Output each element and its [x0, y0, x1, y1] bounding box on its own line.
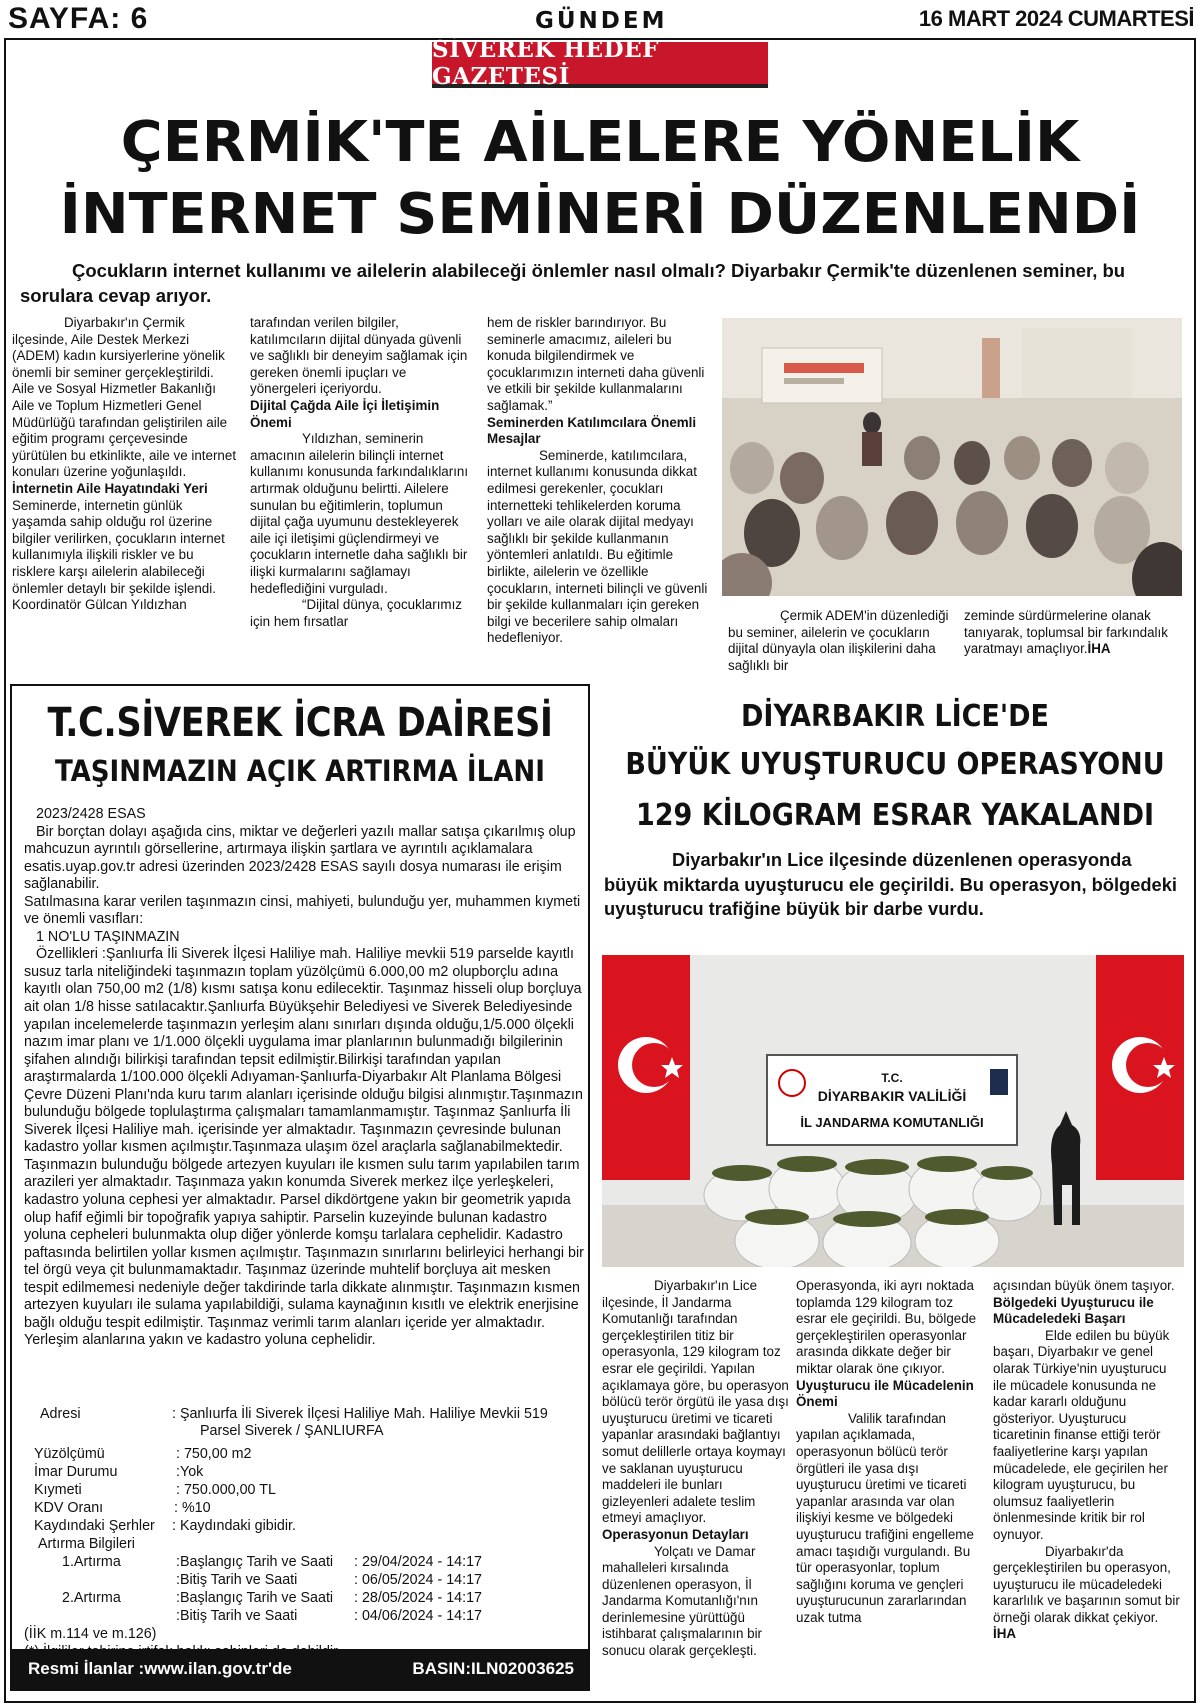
page-number: SAYFA: 6	[8, 2, 149, 35]
official-notices-link[interactable]: Resmi İlanlar :www.ilan.gov.tr'de	[28, 1659, 292, 1678]
value: :Başlangıç Tarih ve Saati	[176, 1590, 334, 1606]
page-header	[0, 0, 1200, 38]
paragraph: Seminerde, internetin günlük yaşamda sahip olduğu rol üzerine bilgiler verilirken, çocukların internet kullanımıyla ilişkili riskler ve bu risklere karşı ailelerin alabileceği önlemler detaylı bir şekilde işlendi. Koordinatör Gülcan Yıldızhan	[12, 497, 225, 613]
agency-credit: İHA	[993, 1626, 1017, 1642]
article1-lead: Çocukların internet kullanımı ve ailelerin alabileceği önlemler nasıl olmalı? Diyarbakır Çermik'te düzenlenen seminer, bu sorulara cevap arıyor.	[20, 260, 1126, 306]
notice-esas: 2023/2428 ESAS	[36, 806, 146, 822]
sign-line2: DİYARBAKIR VALİLİĞİ	[817, 1088, 967, 1104]
subheading: Bölgedeki Uyuşturucu ile Mücadeledeki Başarı	[993, 1294, 1154, 1327]
article2-title-line2: BÜYÜK UYUŞTURUCU OPERASYONU	[625, 747, 1165, 782]
paragraph: Elde edilen bu büyük başarı, Diyarbakır ve genel olarak Türkiye'nin uyuşturucu ile mücadele konusunda ne kadar kararlı olduğunu gösteriyor. Uyuşturucu ticaretinin finanse ettiği terör faaliyetlerine karşı yapılan mücadelede, ele geçirilen her kilogram uyuşturucu, bu olumsuz faaliyetlerin önlenmesinde kritik bir rol oynuyor.	[993, 1327, 1170, 1542]
paragraph: “Dijital dünya, çocuklarımız için hem fırsatlar	[250, 597, 462, 629]
label: Yüzölçümü	[34, 1446, 105, 1462]
article1-column3	[487, 315, 713, 647]
article1-column1	[12, 315, 238, 614]
value: : Kaydındaki gibidir.	[172, 1518, 296, 1534]
label: Kıymeti	[34, 1482, 82, 1498]
notice-paragraph: Özellikleri :Şanlıurfa İli Siverek İlçesi Haliliye mah. Haliliye mevkii 519 parselde kayıtlı susuz tarla niteliğindeki taşınmazın toplam yüzölçümü 6.000,00 m2 olupborçlu adına kayıtlı olan 750,00 m2 (1/8) kısmı satışa konu edilecektir. Taşınmaz hisseli olup borçluya ait olan 1/8 hisse satılacaktır.Şanlıurfa Büyükşehir Belediyesi ve Siverek Belediyesinde yapılan incelemelerde taşınmazın yerleşim alanı sınırları dışında olduğu,1/5.000 ölçekli nazım imar planı ve 1/1.000 ölçekli uygulama imar planlarının bulunmadığı bilgilerinin şifahen alındığı bilirkişi tarafından tepsit edilmiştir.Bilirkişi tarafından yapılan araştırmalarda 1/100.000 ölçekli Adıyaman-Şanlıurfa-Diyarbakır Alt Planlama Bölgesi Çevre Düzeni Planı'nda kuru tarım alanları içerisinde olduğu bilgisi alınmıştır.Taşınmazın bulunduğu bölgede toplulaştırma çalışmaları tamamlanmamıştır. Taşınmaz Şanlıurfa İli Siverek İlçesi Haliliye mah. içerisinde yer almaktadır. Taşınmazın çevresinde bulunan kadastro yollar kısmen açılmıştır.Taşınmaza ulaşım özel araçlarla sağlanabilmektedir. Taşınmazın bulunduğu bölgede artezyen kuyuları ile kısmen sulu tarım yapılabilen tarım arazileri yer almaktadır. Taşınmaza yakın konumda Siverek merkez ilçe yerleşkeleri, kadastro yoluna cephesi yer almaktadır. Parsel dikdörtgene yakın bir geometrik yapıda olup hafif eğimli bir topoğrafik yapıya sahiptir. Parselin kuzeyinde bulunan kadastro yoluna cepheleri bulunmakta olup diğer yönlerde komşu tarlalara cephelidir. Kadastro paftasında belirtilen yollar kısmen açılmıştır. Taşınmazın sınırlarını belirleyici herhangi bir tel örgü veya çit bulunmamaktadır. Taşınmaz üzerinde muhtelif borçluya ait mesken tespit edilmemesi nedeniyle değer takdirinde tarla dikkate alınmıştır. Taşınmazın kısmen artezyen kuyuları ile sulama yapılabildiği, sulama kaynağının kısıtlı ve elektrik enerjisine bağlı olduğu tespit edilmiştir. Taşınmaz verimli tarım alanları içeride yer almaktadır. Yerleşim alanlarına yakın ve kadastro yoluna cephelidir.	[24, 946, 584, 1349]
issue-date: 16 MART 2024 CUMARTESİ	[918, 6, 1194, 31]
article1-title-line2: İNTERNET SEMİNERİ DÜZENLENDİ	[59, 182, 1141, 247]
notice-property-no: 1 NO'LU TAŞINMAZIN	[36, 928, 180, 945]
article2-lead: Diyarbakır'ın Lice ilçesinde düzenlenen operasyonda büyük miktarda uyuşturucu ele geçirildi. Bu operasyon, bölgedeki uyuşturucu trafiğine büyük bir darbe vurdu.	[604, 849, 1177, 919]
value: :Yok	[176, 1464, 204, 1480]
subheading: Operasyonun Detayları	[602, 1526, 749, 1542]
article2-title-line3: 129 KİLOGRAM ESRAR YAKALANDI	[635, 798, 1155, 833]
paragraph-text: Diyarbakır'da gerçekleştirilen bu operasyon, uyuşturucu ile mücadeledeki kararlılık ve başarının somut bir örneği olarak dikkat çekiyor.	[993, 1543, 1180, 1625]
value: : 04/06/2024 - 14:17	[354, 1608, 482, 1624]
notice-body	[24, 806, 584, 1350]
newspaper-banner: SİVEREK HEDEF GAZETESİ	[432, 42, 768, 88]
notice-paragraph: Bir borçtan dolayı aşağıda cins, miktar ve değerleri yazılı mallar satışa çıkarılmış olup mahcuzun ayrıntılı görsellerine, artırmaya ilişkin şartlara ve ayrıntılı açıklamalara esatis.uyap.gov.tr adresi üzerinden 2023/2428 ESAS sayılı dosya numarası ile erişim sağlanabilir.	[24, 823, 576, 893]
legal-reference: (İİK m.114 ve m.126)	[24, 1626, 157, 1642]
article1-column2	[250, 315, 476, 630]
paragraph: Seminerde, katılımcılara, internet kullanımı konusunda dikkat edilmesi gerekenler, çocukları internetteki tehlikelerden koruma yolları ve aile olarak dijital medyayı sağlıklı bir şekilde kullanmanın yöntemleri anlatıldı. Bu eğitimle birlikte, ailelerin ve özellikle çocukların, interneti bilinçli ve güvenli bir şekilde kullanmaları için gereken bilgi ve becerilere sahip olmaları hedefleniyor.	[487, 447, 708, 646]
paragraph: açısından büyük önem taşıyor.	[993, 1278, 1175, 1293]
paragraph: Valilik tarafından yapılan açıklamada, operasyonun bölücü terör örgütleri ile yasa dışı uyuşturucu üretimi ve ticareti yapanlar arasında var olan ilişkiyi kesme ve bölgedeki uyuşturucu trafiğini engelleme amacı taşıdığı vurgulandı. Bu tür operasyonlar, toplum sağlığını koruma ve gençleri uyuşturucunun zararlarından uzak tutma	[796, 1410, 974, 1625]
label: Artırma Bilgileri	[38, 1536, 135, 1552]
seminar-photo-illustration	[722, 318, 1182, 596]
notice-footer	[12, 1649, 588, 1689]
seizure-photo	[602, 955, 1184, 1267]
paragraph: tarafından verilen bilgiler, katılımcıların dijital dünyada güvenli ve sağlıklı bir deneyim sağlamak için gereken önemli ipuçları ve yönergeleri içeriyordu.	[250, 315, 468, 397]
photo-caption-part2	[964, 608, 1186, 658]
value: :Bitiş Tarih ve Saati	[176, 1608, 298, 1624]
value: :Bitiş Tarih ve Saati	[176, 1572, 298, 1588]
value: : 29/04/2024 - 14:17	[354, 1554, 482, 1570]
photo-caption-part1: Çermik ADEM'in düzenlediği bu seminer, ailelerin ve çocukların dijital dünyayla olan ilişkilerini daha sağlıklı bir	[728, 608, 949, 673]
section-name: GÜNDEM	[535, 8, 668, 34]
seizure-photo-illustration	[602, 955, 1184, 1267]
label: Kaydındaki Şerhler	[34, 1518, 155, 1534]
article2-column3	[993, 1278, 1181, 1643]
paragraph: Diyarbakır'ın Lice ilçesinde, İl Jandarma Komutanlığı tarafından gerçekleştirilen titiz bir operasyonla, 129 kilogram toz esrar ele geçirildi. Yapılan açıklamaya göre, bu operasyon bölücü terör örgütü ile yasa dışı uyuşturucu üretimi ve ticareti yapanlar arasındaki bağlantıyı somut delillerle ortaya koymayı ve saklanan uyuşturucu maddeleri ile bunları gizleyenleri adalete teslim etmeyi amaçlıyor.	[602, 1278, 789, 1526]
auction-notice-box	[10, 684, 590, 1691]
label: Adresi	[40, 1406, 81, 1422]
notice-subtitle: TAŞINMAZIN AÇIK ARTIRMA İLANI	[55, 754, 545, 788]
press-code: BASIN:ILN02003625	[412, 1659, 574, 1678]
value: : Şanlıurfa İli Siverek İlçesi Haliliye Mah. Haliliye Mevkii 519	[172, 1406, 548, 1422]
value: : 750,00 m2	[176, 1446, 252, 1462]
article2-title-line1: DİYARBAKIR LİCE'DE	[741, 699, 1049, 734]
subheading: Dijital Çağda Aile İçi İletişimin Önemi	[250, 397, 440, 430]
subheading: Seminerden Katılımcılara Önemli Mesajlar	[487, 414, 697, 447]
label: 2.Artırma	[62, 1590, 121, 1606]
label: İmar Durumu	[34, 1464, 118, 1480]
value: : 06/05/2024 - 14:17	[354, 1572, 482, 1588]
caption-text: zeminde sürdürmelerine olanak tanıyarak, toplumsal bir farkındalık yaratmayı amaçlıyor.	[964, 608, 1168, 657]
agency-credit: İHA	[1087, 641, 1111, 657]
paragraph	[993, 1544, 1181, 1644]
notice-paragraph: Satılmasına karar verilen taşınmazın cinsi, mahiyeti, bulunduğu yer, muhammen kıymeti ve önemli vasıfları:	[24, 893, 581, 928]
article2-column1	[602, 1278, 790, 1660]
paragraph: Operasyonda, iki ayrı noktada toplamda 129 kilogram toz esrar ele geçirildi. Bu, bölgede gerçekleştirilen operasyonlar arasında dikkate değer bir miktar olarak öne çıkıyor.	[796, 1278, 977, 1376]
subheading: Uyuşturucu ile Mücadelenin Önemi	[796, 1377, 974, 1410]
value: : 28/05/2024 - 14:17	[354, 1590, 482, 1606]
article1-title-line1: ÇERMİK'TE AİLELERE YÖNELİK	[120, 110, 1080, 175]
value: Parsel Siverek / ŞANLIURFA	[200, 1423, 384, 1439]
paragraph: hem de riskler barındırıyor. Bu seminerle amacımız, aileleri bu konuda bilgilendirmek ve çocuklarımızın interneti daha güvenli ve etkili bir şekilde kullanmalarını sağlamak.”	[487, 315, 705, 413]
label: 1.Artırma	[62, 1554, 121, 1570]
paragraph: Yolçatı ve Damar mahalleleri kırsalında düzenlenen operasyon, İl Jandarma Komutanlığı'nın derinlemesine yürüttüğü istihbarat çalışmalarının bir sonucu olarak gerçekleşti.	[602, 1543, 763, 1659]
subheading: İnternetin Aile Hayatındaki Yeri	[12, 480, 208, 496]
seminar-photo	[722, 318, 1182, 596]
paragraph: Yıldızhan, seminerin amacının ailelerin bilinçli internet kullanımı konusunda farkındalıklarını artırmak olduğunu belirtti. Ailelere sunulan bu eğitimlerin, toplumun dijital çağa uyumunu destekleyerek aile içi iletişimi güçlendirmeyi ve çocukların internetle daha sağlıklı bir ilişki kurmalarını sağlamayı hedeflediğini vurguladı.	[250, 431, 469, 596]
paragraph: Diyarbakır'ın Çermik ilçesinde, Aile Destek Merkezi (ADEM) kadın kursiyerlerine yönelik önemli bir seminer gerçekleştirildi. Aile ve Sosyal Hizmetler Bakanlığı Aile ve Toplum Hizmetleri Genel Müdürlüğü tarafından geliştirilen aile eğitim programı çerçevesinde yürütülen bu etkinlikte, aile ve internet konuları üzerine yoğunlaşıldı.	[12, 315, 237, 480]
value: : 750.000,00 TL	[176, 1482, 276, 1498]
article2-column2	[796, 1278, 984, 1626]
label: KDV Oranı	[34, 1500, 104, 1516]
sign-line3: İL JANDARMA KOMUTANLIĞI	[800, 1115, 984, 1130]
value: : %10	[174, 1500, 211, 1516]
sign-line1: T.C.	[881, 1071, 903, 1085]
value: :Başlangıç Tarih ve Saati	[176, 1554, 334, 1570]
notice-title: T.C.SİVEREK İCRA DAİRESİ	[47, 700, 553, 746]
